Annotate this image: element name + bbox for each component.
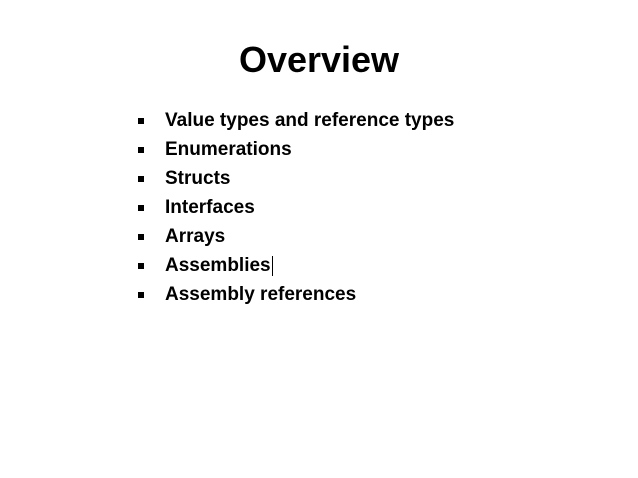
bullet-list xyxy=(137,106,454,309)
bullet-item xyxy=(137,222,454,251)
bullet-text: Assembly references xyxy=(165,283,357,305)
slide-title: Overview xyxy=(238,39,400,80)
square-bullet-icon xyxy=(138,118,144,124)
bullet-text: Interfaces xyxy=(165,196,255,218)
bullet-item xyxy=(137,106,454,135)
bullet-item xyxy=(137,280,454,309)
text-cursor-icon xyxy=(272,256,273,276)
square-bullet-icon xyxy=(138,176,144,182)
bullet-text: Structs xyxy=(165,167,231,189)
bullet-item xyxy=(137,193,454,222)
bullet-item xyxy=(137,164,454,193)
square-bullet-icon xyxy=(138,205,144,211)
bullet-text: Enumerations xyxy=(165,138,292,160)
bullet-text[interactable]: Assemblies xyxy=(165,254,271,276)
square-bullet-icon xyxy=(138,263,144,269)
bullet-item xyxy=(137,135,454,164)
square-bullet-icon xyxy=(138,292,144,298)
bullet-text: Value types and reference types xyxy=(165,109,455,131)
bullet-text: Arrays xyxy=(165,225,226,247)
bullet-item xyxy=(137,251,454,280)
square-bullet-icon xyxy=(138,234,144,240)
square-bullet-icon xyxy=(138,147,144,153)
